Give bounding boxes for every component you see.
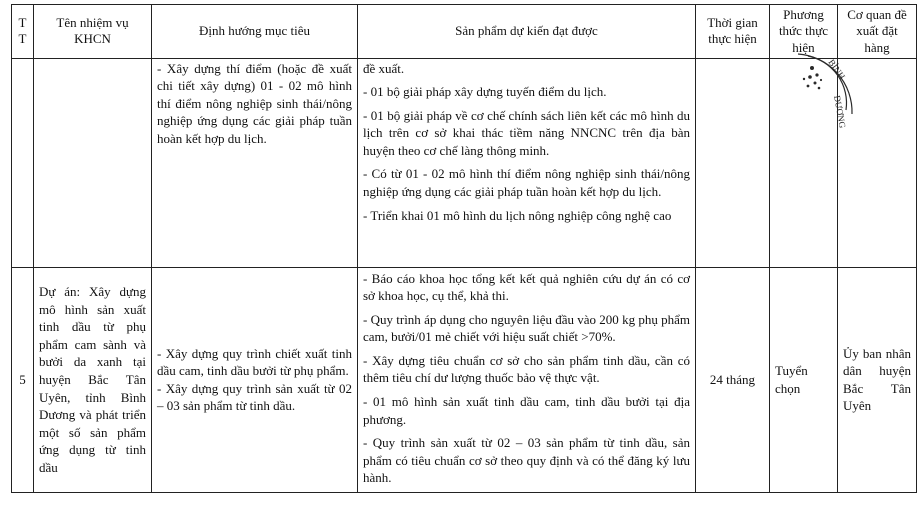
- header-agency: Cơ quan đề xuất đặt hàng: [838, 5, 917, 59]
- row1-tt: [12, 58, 34, 267]
- goal-item: - Xây dựng quy trình chiết xuất tinh dầu cam, tinh dầu bưởi từ phụ phẩm.: [157, 345, 352, 379]
- row1-agency: [838, 58, 917, 267]
- product-item: - Có từ 01 - 02 mô hình thí điểm nông nghiệp sinh thái/nông nghiệp ứng dụng các giải pháp tuần hoàn kết hợp du lịch.: [363, 166, 690, 200]
- header-goal: Định hướng mục tiêu: [152, 5, 358, 59]
- row2-goal: [152, 267, 358, 492]
- row2-method: Tuyển chọn: [770, 267, 838, 492]
- svg-text:DƯƠNG: DƯƠNG: [832, 94, 848, 129]
- row2-time: 24 tháng: [696, 267, 770, 492]
- product-item: - 01 bộ giải pháp xây dựng tuyến điểm du lịch.: [363, 84, 607, 100]
- product-item: - Quy trình áp dụng cho nguyên liệu đầu vào 200 kg phụ phẩm cam, bưởi/01 mẻ chiết với hiệu suất chiết >70%.: [363, 311, 690, 345]
- header-method: Phương thức thực hiện: [770, 5, 838, 59]
- task-table: [11, 4, 917, 493]
- product-item: đề xuất.: [363, 60, 405, 76]
- header-tt: T T: [12, 5, 34, 59]
- product-item: - Triển khai 01 mô hình du lịch nông nghiệp công nghệ cao: [363, 207, 672, 223]
- row1-name: [34, 58, 152, 267]
- product-item: - Báo cáo khoa học tổng kết kết quả nghiên cứu dự án có cơ sở khoa học, cụ thể, khả thi.: [363, 270, 690, 304]
- row1-method: [770, 58, 838, 267]
- header-time: Thời gian thực hiện: [696, 5, 770, 59]
- header-row: [12, 5, 917, 59]
- header-name: Tên nhiệm vụ KHCN: [34, 5, 152, 59]
- header-product: Sản phẩm dự kiến đạt được: [358, 5, 696, 59]
- row1-goal: - Xây dựng thí điểm (hoặc đề xuất chi tiết xây dựng) 01 - 02 mô hình thí điểm nông nghiệp sinh thái/nông nghiệp ứng dụng các giải pháp tuần hoàn kết hợp du lịch.: [152, 58, 358, 267]
- row2-products: [358, 267, 696, 492]
- goal-item: - Xây dựng quy trình sản xuất từ 02 – 03 sản phẩm từ tinh dầu.: [157, 380, 352, 414]
- row1-products: [358, 58, 696, 267]
- product-item: - 01 mô hình sản xuất tinh dầu cam, tinh dầu bưởi tại địa phương.: [363, 394, 690, 427]
- product-item: - Xây dựng tiêu chuẩn cơ sở cho sản phẩm tinh dầu, cần có thêm tiêu chí dư lượng thuốc bảo vệ thực vật.: [363, 352, 690, 386]
- row2-name: Dự án: Xây dựng mô hình sản xuất tinh dầu từ phụ phẩm cam sành và bưởi da xanh tại huyện Bắc Tân Uyên, tỉnh Bình Dương và phát triển một số sản phẩm ứng dụng từ tinh dầu: [34, 267, 152, 492]
- row2-agency: Ủy ban nhân dân huyện Bắc Tân Uyên: [838, 267, 917, 492]
- row2-tt: 5: [12, 267, 34, 492]
- product-item: - Quy trình sản xuất từ 02 – 03 sản phẩm từ tinh dầu, sản phẩm có tiêu chuẩn cơ sở theo quy định và có thể đăng ký lưu hành.: [363, 435, 690, 486]
- table-row: [12, 58, 917, 267]
- row1-time: [696, 58, 770, 267]
- table-row: [12, 267, 917, 492]
- svg-text:BÌNH: BÌNH: [826, 57, 848, 82]
- product-item: - 01 bộ giải pháp về cơ chế chính sách liên kết các mô hình du lịch trên cơ sở khai thác tiềm năng NNCNC trên địa bàn huyện theo cơ chế làng thông minh.: [363, 107, 690, 158]
